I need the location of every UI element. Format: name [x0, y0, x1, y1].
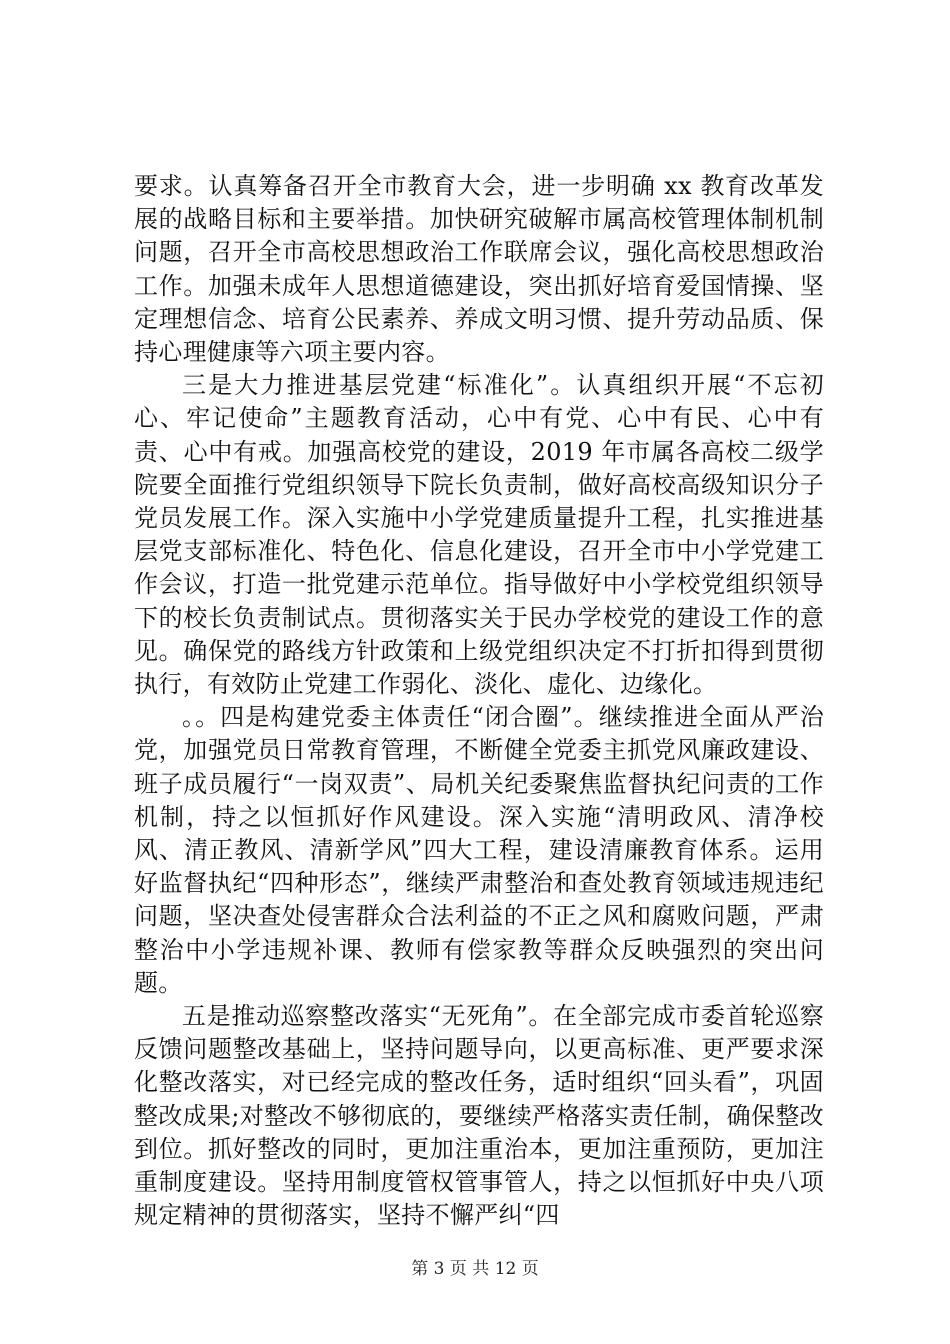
- paragraph-party-committee-responsibility: 。。四是构建党委主体责任“闭合圈”。继续推进全面从严治党，加强党员日常教育管理，不断健全党委主抓党风廉政建设、班子成员履行“一岗双责”、局机关纪委聚焦监督执纪问责的工作机制，持之以恒抓好作风建设。深入实施“清明政风、清净校风、清正教风、清新学风”四大工程，建设清廉教育体系。运用好监督执纪“四种形态”，继续严肃整治和查处教育领域违规违纪问题，坚决查处侵害群众合法利益的不正之风和腐败问题，严肃整治中小学违规补课、教师有偿家教等群众反映强烈的突出问题。: [134, 703, 824, 997]
- page-number-footer: 第 3 页 共 12 页: [411, 1259, 539, 1279]
- paragraph-continuation: 要求。认真筹备召开全市教育大会，进一步明确 xx 教育改革发展的战略目标和主要举措。加快研究破解市属高校管理体制机制问题，召开全市高校思想政治工作联席会议，强化高校思想政治工作。加强未成年人思想道德建设，突出抓好培育爱国情操、坚定理想信念、培育公民素养、养成文明习惯、提升劳动品质、保持心理健康等六项主要内容。: [134, 172, 824, 367]
- document-body: [134, 170, 824, 1233]
- paragraph-inspection-rectification: 五是推动巡察整改落实“无死角”。在全部完成市委首轮巡察反馈问题整改基础上，坚持问题导向，以更高标准、更严要求深化整改落实，对已经完成的整改任务，适时组织“回头看”，巩固整改成果;对整改不够彻底的，要继续严格落实责任制，确保整改到位。抓好整改的同时，更加注重治本，更加注重预防，更加注重制度建设。坚持用制度管权管事管人，持之以恒抓好中央八项规定精神的贯彻落实，坚持不懈严纠“四: [134, 1002, 824, 1230]
- paragraph-party-building-standardization: 三是大力推进基层党建“标准化”。认真组织开展“不忘初心、牢记使命”主题教育活动，心中有党、心中有民、心中有责、心中有戒。加强高校党的建设，2019 年市属各高校二级学院要全面推行党组织领导下院长负责制，做好高校高级知识分子党员发展工作。深入实施中小学党建质量提升工程，扎实推进基层党支部标准化、特色化、信息化建设，召开全市中小学党建工作会议，打造一批党建示范单位。指导做好中小学校党组织领导下的校长负责制试点。贯彻落实关于民办学校党的建设工作的意见。确保党的路线方针政策和上级党组织决定不打折扣得到贯彻执行，有效防止党建工作弱化、淡化、虚化、边缘化。: [134, 371, 824, 699]
